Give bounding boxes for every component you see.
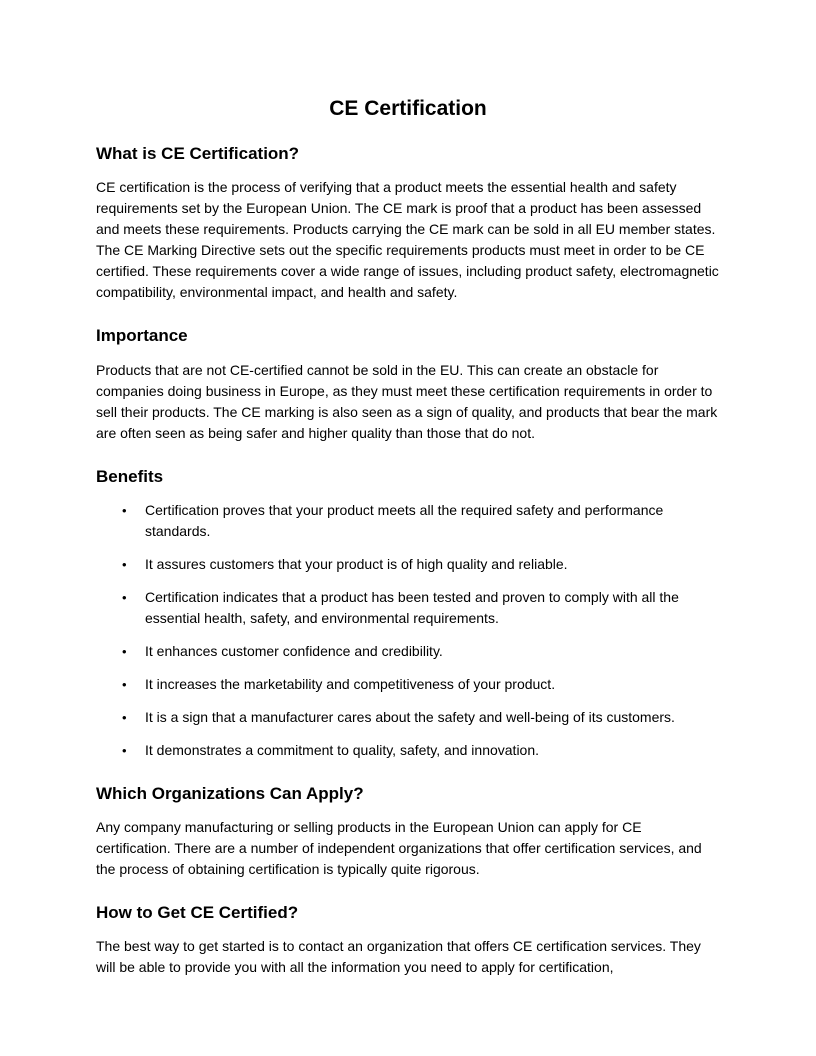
- paragraph-importance: Products that are not CE-certified cannot be sold in the EU. This can create an obstacle for companies doing business in Europe, as they must meet these certification requirements in order to sell their products. The CE marking is also seen as a sign of quality, and products that bear the mark are often seen as being safer and higher quality than those that do not.: [96, 361, 718, 441]
- paragraph-how-to-get-ce-certified: The best way to get started is to contact an organization that offers CE certification services. They will be able to provide you with all the information you need to apply for certification,: [96, 938, 701, 976]
- paragraph-which-organizations-can-apply: Any company manufacturing or selling products in the European Union can apply for CE certification. There are a number of independent organizations that offer certification services, and the process of obtaining certification is typically quite rigorous.: [96, 819, 702, 878]
- bullet-item: • It assures customers that your product is of high quality and reliable.: [145, 554, 720, 575]
- section-heading-how-to-get-ce-certified: How to Get CE Certified?: [96, 903, 299, 923]
- benefits-bullet-list: [96, 500, 720, 761]
- section-heading-what-is-ce-certification: What is CE Certification?: [96, 144, 300, 164]
- section-heading-importance: Importance: [96, 326, 188, 346]
- document-title: CE Certification: [329, 97, 487, 120]
- bullet-item: • It increases the marketability and competitiveness of your product.: [145, 674, 720, 695]
- bullet-item: • It is a sign that a manufacturer cares about the safety and well-being of its customers.: [145, 707, 720, 728]
- bullet-item: • It demonstrates a commitment to quality, safety, and innovation.: [145, 740, 720, 761]
- bullet-item: • Certification proves that your product meets all the required safety and performance standards.: [145, 500, 720, 542]
- bullet-item: • Certification indicates that a product has been tested and proven to comply with all the essential health, safety, and environmental requirements.: [145, 587, 720, 629]
- bullet-item: • It enhances customer confidence and credibility.: [145, 641, 720, 662]
- section-heading-benefits: Benefits: [96, 466, 164, 486]
- paragraph-what-is-ce-certification: CE certification is the process of verifying that a product meets the essential health and safety requirements set by the European Union. The CE mark is proof that a product has been assessed and meets these requirements. Products carrying the CE mark can be sold in all EU member states. The CE Marking Directive sets out the specific requirements products must meet in order to be CE certified. These requirements cover a wide range of issues, including product safety, electromagnetic compatibility, environmental impact, and health and safety.: [96, 179, 719, 301]
- section-heading-which-organizations-can-apply: Which Organizations Can Apply?: [96, 783, 364, 803]
